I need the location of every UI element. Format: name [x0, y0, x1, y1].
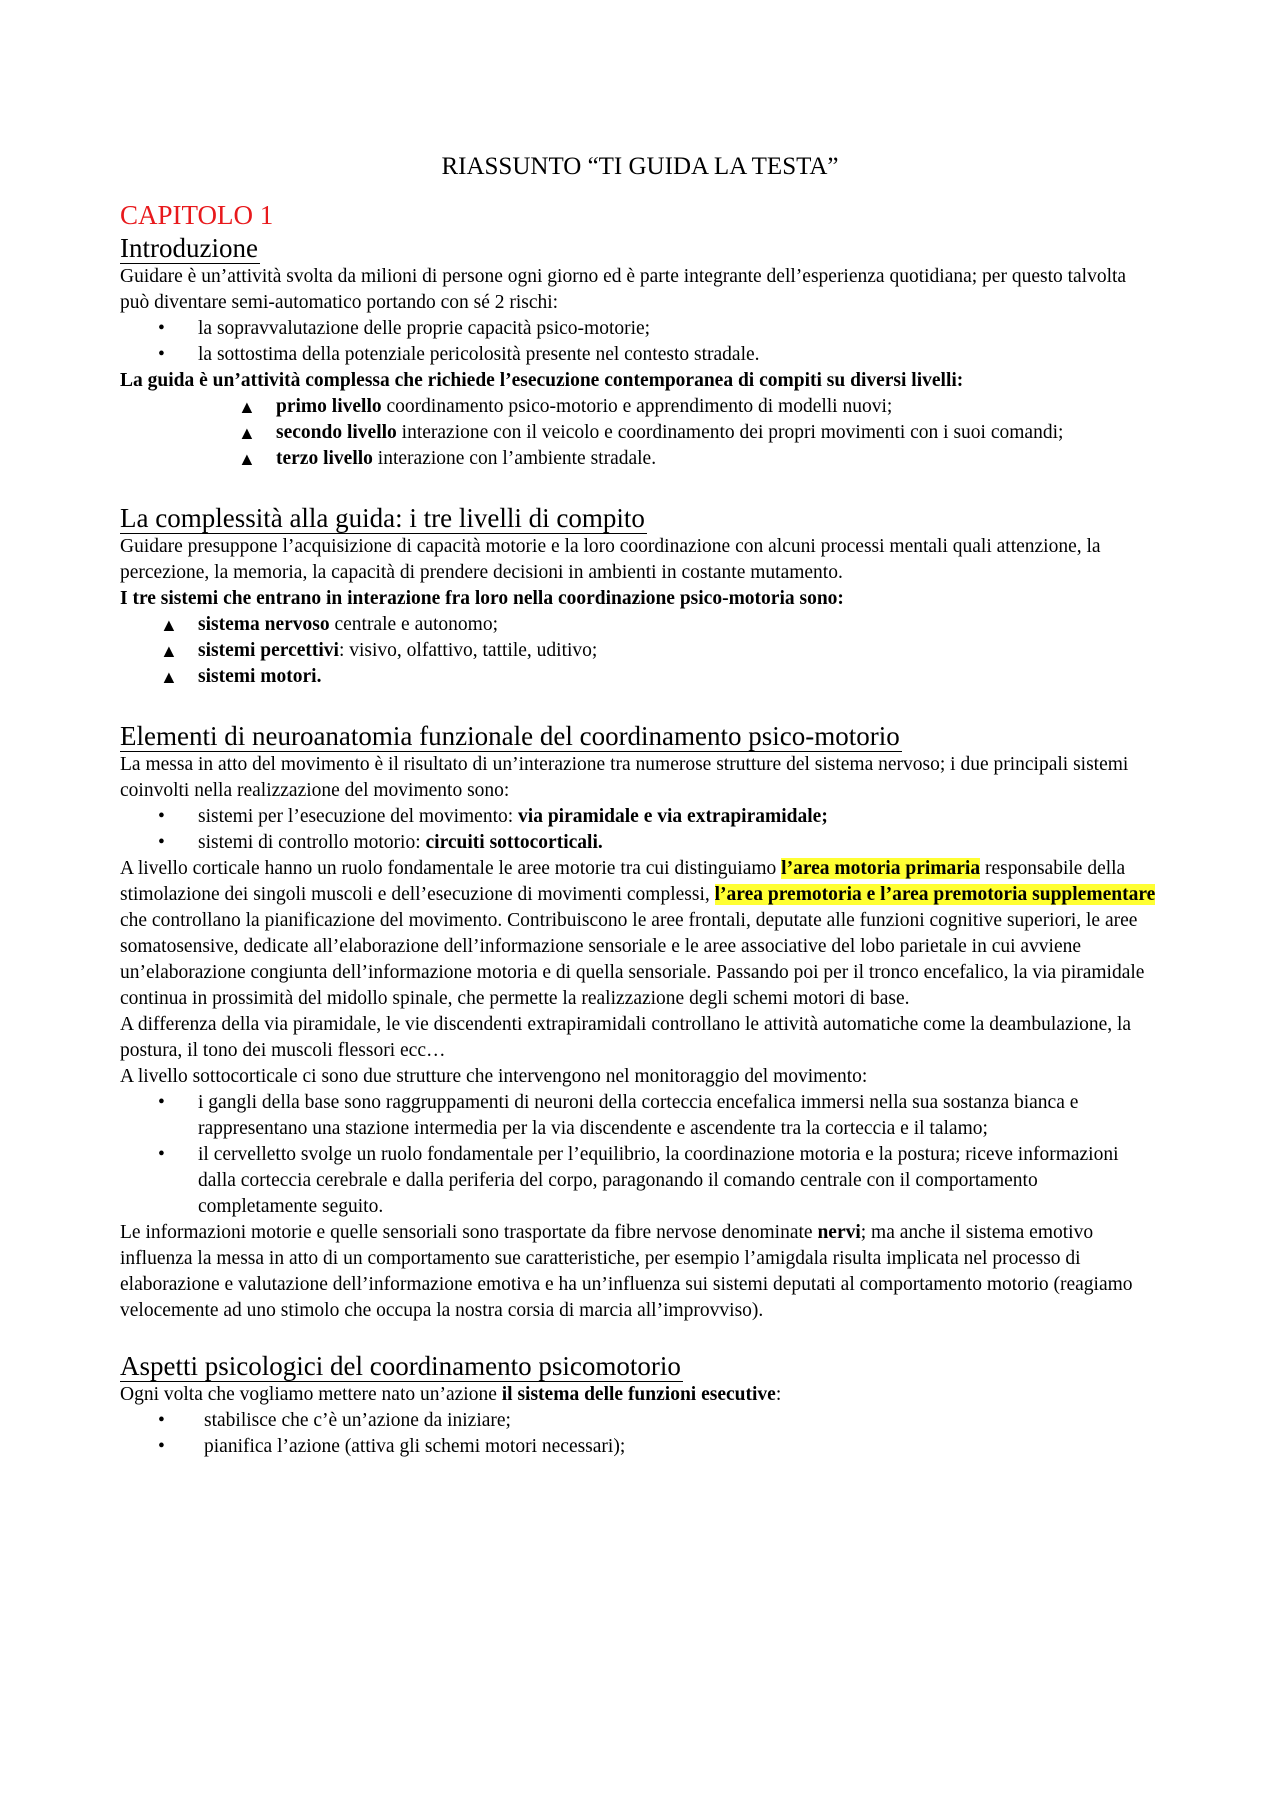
- triangle-icon: ▲: [238, 397, 256, 417]
- list-item: • la sopravvalutazione delle proprie capacità psico-motorie;: [120, 316, 1160, 342]
- section-heading-complessita: La complessità alla guida: i tre livelli di compito: [120, 503, 645, 533]
- highlight-area-premotoria: l’area premotoria e l’area premotoria supplementare: [714, 884, 1156, 905]
- list-item: • pianifica l’azione (attiva gli schemi motori necessari);: [120, 1434, 1160, 1460]
- bold-paragraph: La guida è un’attività complessa che richiede l’esecuzione contemporanea di compiti su diversi livelli:: [120, 370, 964, 391]
- document-title: RIASSUNTO “TI GUIDA LA TESTA”: [441, 153, 839, 180]
- triangle-list: [120, 612, 1160, 690]
- list-item: • sistemi di controllo motorio: circuiti sottocorticali.: [120, 830, 1160, 856]
- list-item: ▲ primo livello coordinamento psico-motorio e apprendimento di modelli nuovi;: [120, 394, 1160, 420]
- bullet-icon: •: [158, 1092, 165, 1113]
- section-heading-introduzione: Introduzione: [120, 233, 258, 263]
- triangle-icon: ▲: [160, 615, 178, 635]
- bold-paragraph: I tre sistemi che entrano in interazione fra loro nella coordinazione psico-motoria sono:: [120, 588, 844, 609]
- list-item: ▲ terzo livello interazione con l’ambiente stradale.: [120, 446, 1160, 472]
- bullet-list: [120, 804, 1160, 856]
- triangle-icon: ▲: [160, 641, 178, 661]
- list-item: • i gangli della base sono raggruppamenti di neuroni della corteccia encefalica immersi nella sua sostanza bianca e rappresentano una stazione intermedia per la via discendente e ascendente tra la corteccia e il talamo;: [158, 1092, 1079, 1139]
- list-item: • il cervelletto svolge un ruolo fondamentale per l’equilibrio, la coordinazione motoria e la postura; riceve informazioni dalla corteccia cerebrale e dalla periferia del corpo, paragonando il comando centrale con il comportamento completamente seguito.: [158, 1144, 1119, 1217]
- paragraph: A differenza della via piramidale, le vie discendenti extrapiramidali controllano le attività automatiche come la deambulazione, la postura, il tono dei muscoli flessori ecc…: [120, 1014, 1132, 1061]
- list-item: ▲ secondo livello interazione con il veicolo e coordinamento dei propri movimenti con i suoi comandi;: [120, 420, 1160, 446]
- section-heading-neuroanatomia: Elementi di neuroanatomia funzionale del coordinamento psico-motorio: [120, 721, 900, 751]
- paragraph: Ogni volta che vogliamo mettere nato un’azione il sistema delle funzioni esecutive:: [120, 1384, 782, 1405]
- list-item: ▲ sistemi motori.: [120, 664, 1160, 690]
- bullet-icon: •: [158, 832, 165, 853]
- document-content: [120, 150, 1160, 1460]
- paragraph: A livello sottocorticale ci sono due strutture che intervengono nel monitoraggio del movimento:: [120, 1066, 868, 1087]
- paragraph: Guidare è un’attività svolta da milioni di persone ogni giorno ed è parte integrante dell’esperienza quotidiana; per questo talvolta può diventare semi-automatico portando con sé 2 rischi:: [120, 266, 1127, 313]
- paragraph: La messa in atto del movimento è il risultato di un’interazione tra numerose strutture del sistema nervoso; i due principali sistemi coinvolti nella realizzazione del movimento sono:: [120, 754, 1129, 801]
- triangle-icon: ▲: [238, 423, 256, 443]
- list-item: ▲ sistemi percettivi: visivo, olfattivo, tattile, uditivo;: [120, 638, 1160, 664]
- list-item: • stabilisce che c’è un’azione da iniziare;: [120, 1408, 1160, 1434]
- highlight-area-motoria-primaria: l’area motoria primaria: [781, 858, 981, 879]
- paragraph: Guidare presuppone l’acquisizione di capacità motorie e la loro coordinazione con alcuni processi mentali quali attenzione, la percezione, la memoria, la capacità di prendere decisioni in ambienti in costante mutamento.: [120, 536, 1101, 583]
- bullet-icon: •: [158, 806, 165, 827]
- list-item: ▲ sistema nervoso centrale e autonomo;: [120, 612, 1160, 638]
- triangle-icon: ▲: [160, 667, 178, 687]
- triangle-list: [120, 394, 1160, 472]
- paragraph: Le informazioni motorie e quelle sensoriali sono trasportate da fibre nervose denominate nervi; ma anche il sistema emotivo influenza la messa in atto di un comportamento sue caratteristiche, per esempio l’amigdala risulta implicata nel processo di elaborazione e valutazione dell’informazione emotiva e ha un’influenza sui sistemi deputati al comportamento motorio (reagiamo velocemente ad uno stimolo che occupa la nostra corsia di marcia all’improvviso).: [120, 1222, 1133, 1321]
- bullet-icon: •: [158, 1436, 165, 1457]
- triangle-icon: ▲: [238, 449, 256, 469]
- bullet-list: [120, 1090, 1160, 1220]
- bullet-list: [120, 1408, 1160, 1460]
- bullet-icon: •: [158, 1410, 165, 1431]
- bullet-icon: •: [158, 318, 165, 339]
- section-heading-aspetti-psicologici: Aspetti psicologici del coordinamento psicomotorio: [120, 1351, 681, 1381]
- bullet-icon: •: [158, 344, 165, 365]
- paragraph: A livello corticale hanno un ruolo fondamentale le aree motorie tra cui distinguiamo l’area motoria primaria responsabile della stimolazione dei singoli muscoli e dell’esecuzione di movimenti complessi, l’area premotoria e l’area premotoria supplementare che controllano la pianificazione del movimento. Contribuiscono le aree frontali, deputate alle funzioni cognitive superiori, le aree somatosensive, dedicate all’elaborazione dell’informazione sensoriale e le aree associative del lobo parietale in cui avviene un’elaborazione congiunta dell’informazione motoria e di quella sensoriale. Passando poi per il tronco encefalico, la via piramidale continua in prossimità del midollo spinale, che permette la realizzazione degli schemi motori di base.: [120, 858, 1156, 1009]
- list-item: • la sottostima della potenziale pericolosità presente nel contesto stradale.: [120, 342, 1160, 368]
- bullet-icon: •: [158, 1144, 165, 1165]
- list-item: • sistemi per l’esecuzione del movimento: via piramidale e via extrapiramidale;: [120, 804, 1160, 830]
- chapter-heading: CAPITOLO 1: [120, 200, 274, 230]
- bullet-list: [120, 316, 1160, 368]
